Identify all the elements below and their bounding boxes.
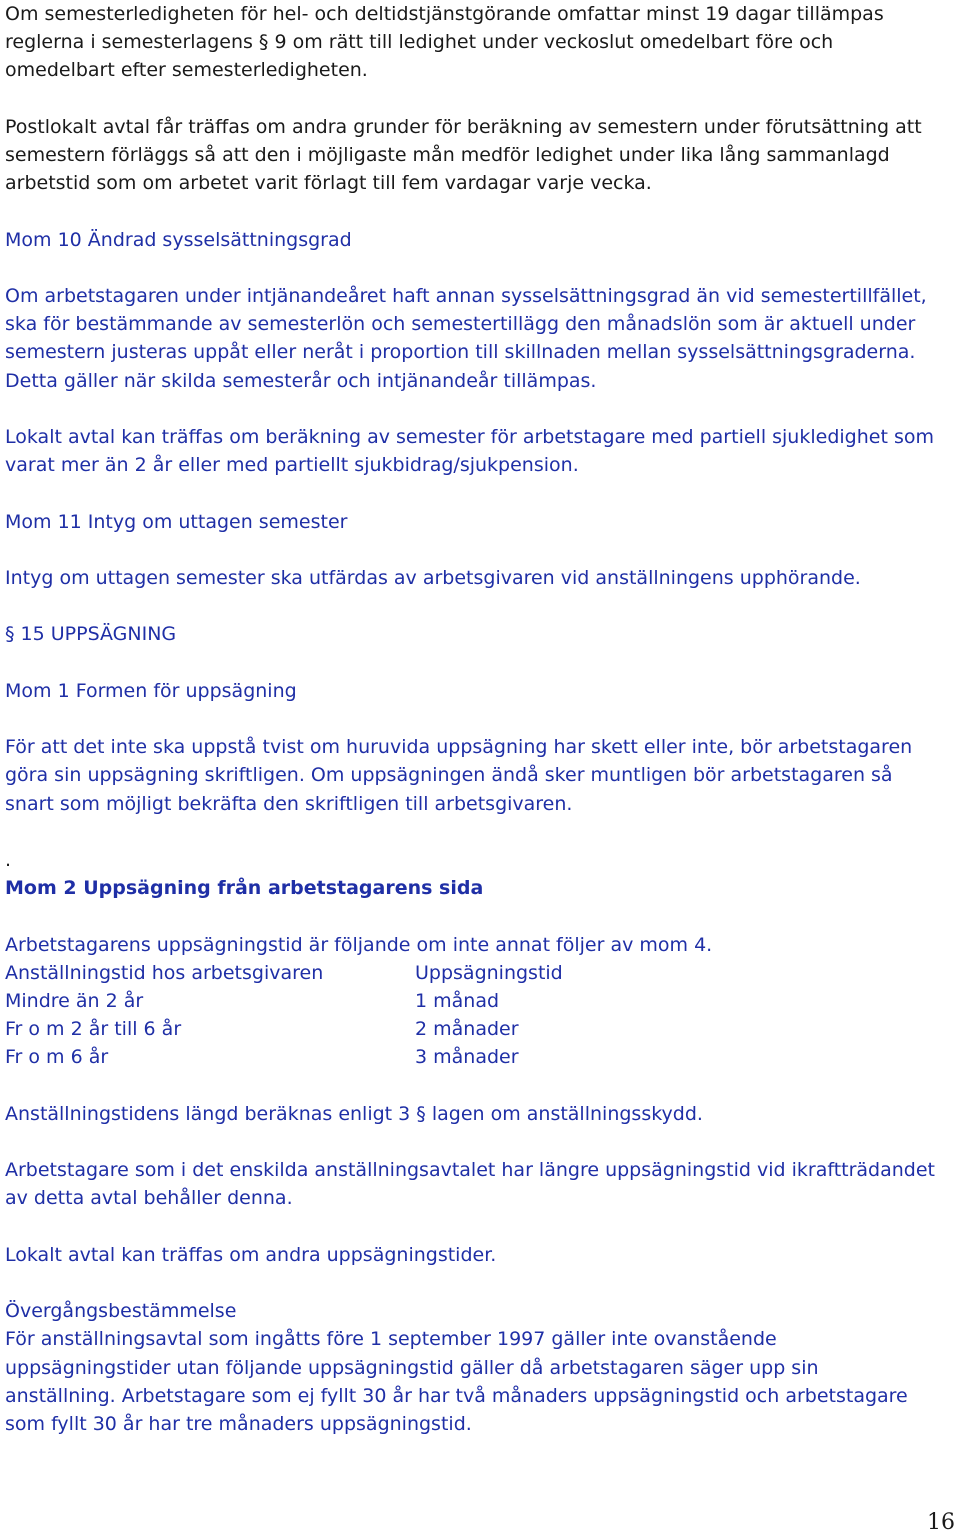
heading-mom-2: Mom 2 Uppsägning från arbetstagarens sida — [5, 877, 484, 900]
paragraph-anstallningstidens-langd: Anställningstidens längd beräknas enligt 3 § lagen om anställningsskydd. — [5, 1102, 703, 1125]
heading-mom-10: Mom 10 Ändrad sysselsättningsgrad — [5, 228, 352, 251]
paragraph-uppsagningstid-intro: Arbetstagarens uppsägningstid är följande om inte annat följer av mom 4. — [5, 933, 713, 956]
document-page — [5, 0, 957, 1438]
text-line: Postlokalt avtal får träffas om andra grunder för beräkning av semestern under förutsättning att — [5, 115, 922, 138]
paragraph-lokalt-avtal-uppsagning: Lokalt avtal kan träffas om andra uppsägningstider. — [5, 1243, 497, 1266]
heading-overgangsbestammelse: Övergångsbestämmelse — [5, 1300, 237, 1323]
table-header-cell: Uppsägningstid — [415, 961, 563, 984]
text-line: För att det inte ska uppstå tvist om huruvida uppsägning har skett eller inte, bör arbetstagaren — [5, 736, 913, 759]
text-line: ska för bestämmande av semesterlön och semestertillägg den månadslön som är aktuell under — [5, 313, 916, 336]
heading-mom-11: Mom 11 Intyg om uttagen semester — [5, 510, 348, 533]
text-line: som fyllt 30 år har tre månaders uppsägningstid. — [5, 1412, 472, 1435]
text-line: Om semesterledigheten för hel- och deltidstjänstgörande omfattar minst 19 dagar tillämpas — [5, 3, 884, 25]
heading-mom-1: Mom 1 Formen för uppsägning — [5, 679, 297, 702]
table-row — [5, 987, 957, 1015]
table-header-cell: Anställningstid hos arbetsgivaren — [5, 961, 324, 984]
text-line: reglerna i semesterlagens § 9 om rätt till ledighet under veckoslut omedelbart före och — [5, 31, 834, 54]
text-line: För anställningsavtal som ingåtts före 1 september 1997 gäller inte ovanstående — [5, 1328, 777, 1351]
text-line: anställning. Arbetstagare som ej fyllt 30 år har två månaders uppsägningstid och arbetstagare — [5, 1384, 908, 1407]
text-line: Om arbetstagaren under intjänandeåret haft annan sysselsättningsgrad än vid semestertillfället, — [5, 284, 927, 307]
page-number: 16 — [927, 1510, 955, 1535]
heading-section-15: § 15 UPPSÄGNING — [5, 623, 177, 646]
table-cell: 2 månader — [415, 1018, 519, 1041]
table-cell: Fr o m 6 år — [5, 1046, 109, 1069]
table-row — [5, 1015, 957, 1043]
paragraph-intyg: Intyg om uttagen semester ska utfärdas av arbetsgivaren vid anställningens upphörande. — [5, 566, 861, 589]
table-cell: Fr o m 2 år till 6 år — [5, 1018, 182, 1041]
text-line: semestern justeras uppåt eller neråt i proportion till skillnaden mellan sysselsättningsgraderna. — [5, 341, 916, 364]
text-line: Detta gäller när skilda semesterår och intjänandeår tillämpas. — [5, 369, 597, 392]
table-cell: Mindre än 2 år — [5, 989, 144, 1012]
table-cell: 1 månad — [415, 989, 500, 1012]
paragraph-langre-uppsagningstid — [5, 1156, 957, 1212]
table-row — [5, 1043, 957, 1071]
table-cell: 3 månader — [415, 1046, 519, 1069]
paragraph-semester-minimum — [5, 0, 957, 85]
notice-period-table — [5, 959, 957, 1072]
paragraph-formen-for-uppsagning — [5, 733, 957, 818]
text-line: Lokalt avtal kan träffas om beräkning av semester för arbetstagare med partiell sjukledighet som — [5, 425, 934, 448]
stray-dot: . — [5, 848, 12, 871]
text-line: av detta avtal behåller denna. — [5, 1187, 293, 1210]
text-line: göra sin uppsägning skriftligen. Om uppsägningen ändå sker muntligen bör arbetstagaren så — [5, 764, 893, 787]
text-line: snart som möjligt bekräfta den skriftligen till arbetsgivaren. — [5, 792, 573, 815]
paragraph-postlokalt-avtal — [5, 113, 957, 198]
text-line: Arbetstagare som i det enskilda anställningsavtalet har längre uppsägningstid vid ikraftträdandet — [5, 1159, 935, 1182]
text-line: omedelbart efter semesterledigheten. — [5, 59, 368, 82]
text-line: varat mer än 2 år eller med partiellt sjukbidrag/sjukpension. — [5, 454, 579, 477]
text-line: semestern förläggs så att den i möjligaste mån medför ledighet under lika lång sammanlagd — [5, 144, 890, 166]
paragraph-partiell-sjukledighet — [5, 423, 957, 479]
text-line: uppsägningstider utan följande uppsägningstid gäller då arbetstagaren säger upp sin — [5, 1356, 819, 1379]
table-header-row — [5, 959, 957, 987]
paragraph-sysselsattningsgrad — [5, 282, 957, 395]
text-line: arbetstid som om arbetet varit förlagt till fem vardagar varje vecka. — [5, 172, 652, 195]
paragraph-overgangsbestammelse — [5, 1325, 957, 1438]
